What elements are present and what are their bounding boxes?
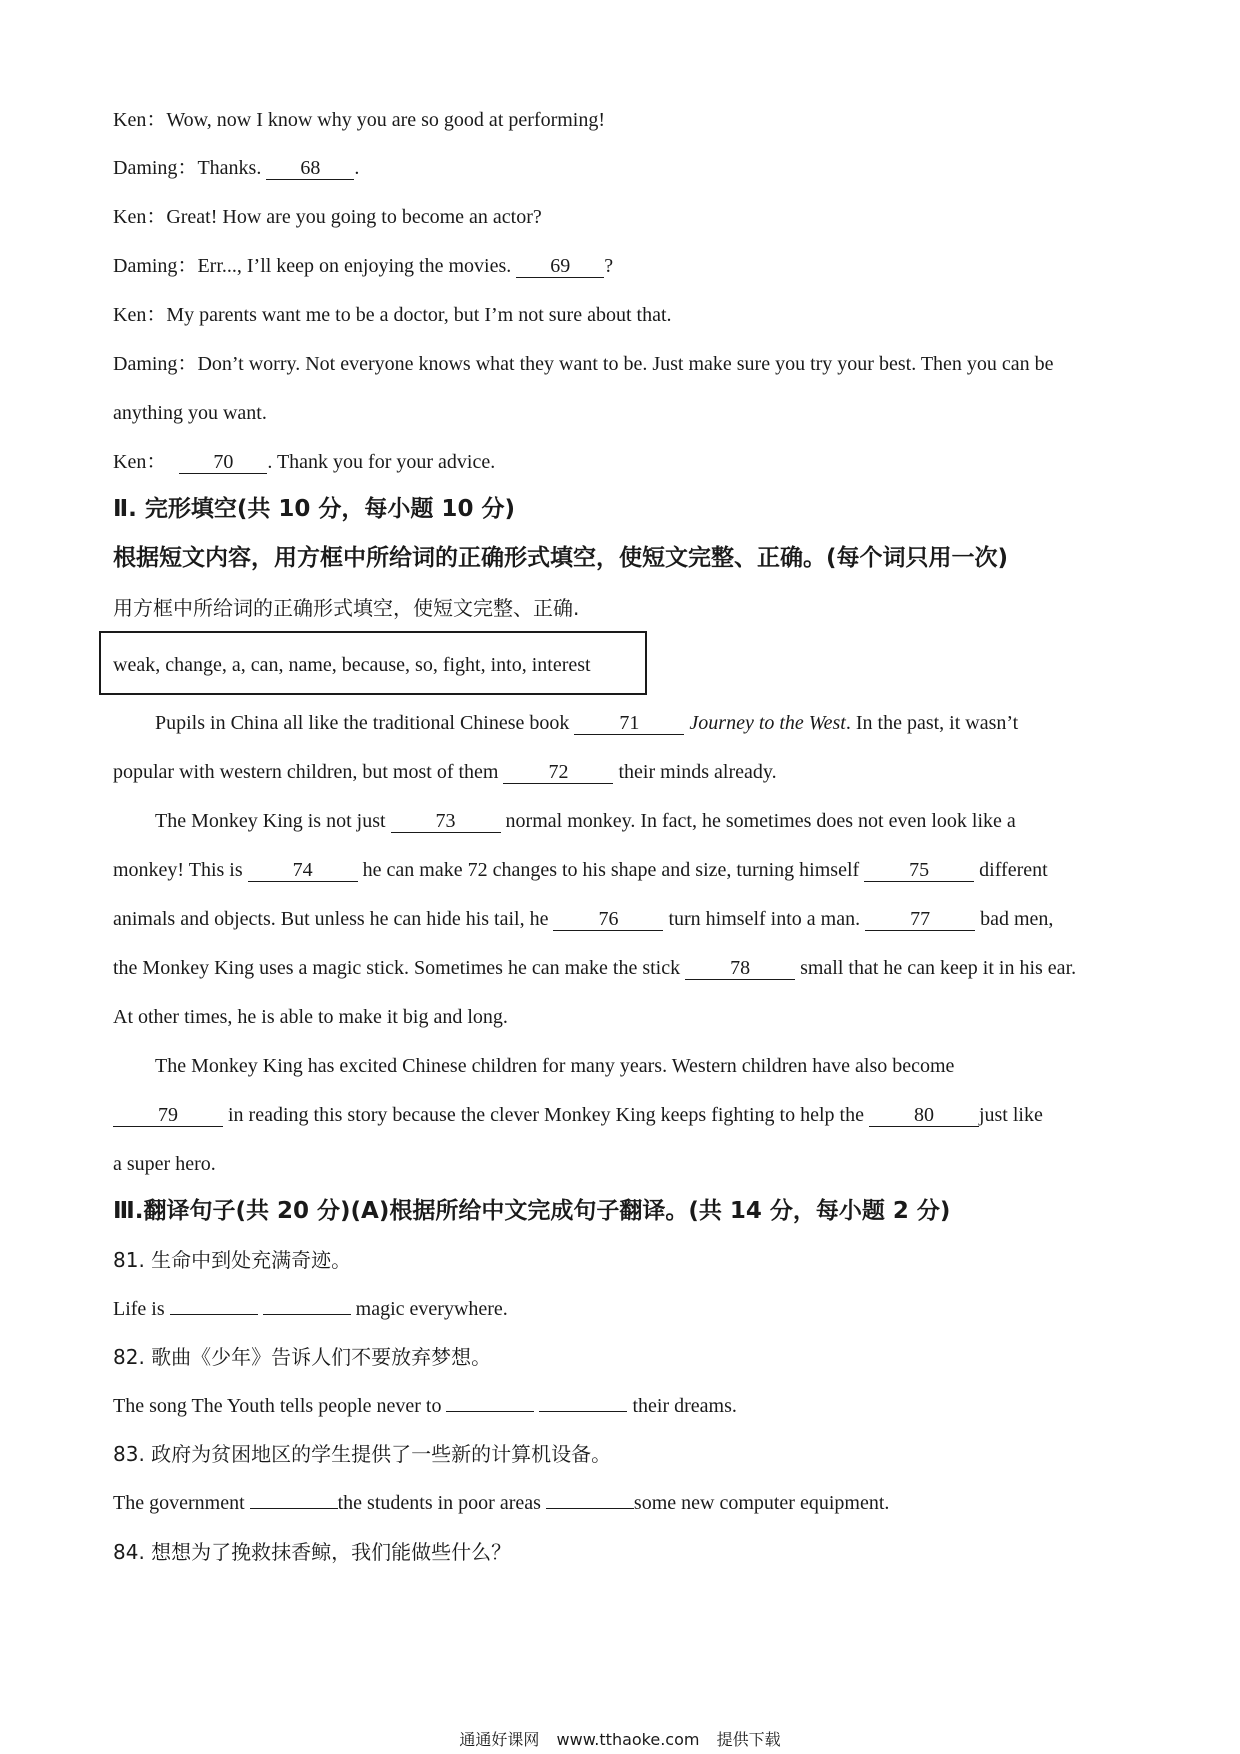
blank-68[interactable]: 68 (266, 157, 354, 180)
dialogue-line-5 (113, 302, 672, 328)
footer-site-name: 通通好课网 (459, 1730, 540, 1749)
speaker: Daming： (113, 353, 198, 375)
passage-line: The Monkey King is not just 73 normal monkey. In fact, he sometimes does not even look like a (155, 810, 1016, 832)
speaker: Ken： (113, 109, 167, 131)
blank-82b[interactable] (539, 1411, 627, 1412)
blank-71[interactable]: 71 (574, 712, 684, 735)
blank-70[interactable]: 70 (179, 451, 267, 474)
passage-line: 79 in reading this story because the clever Monkey King keeps fighting to help the 80 just like (113, 1102, 1043, 1128)
section-2-title: Ⅱ. 完形填空(共 10 分，每小题 10 分) (113, 496, 515, 522)
dialogue-line-1 (113, 107, 605, 133)
question-82-english: The song The Youth tells people never to their dreams. (113, 1395, 737, 1417)
speaker: Daming： (113, 157, 198, 179)
passage-line: At other times, he is able to make it big and long. (113, 1006, 508, 1028)
line-text: Wow, now I know why you are so good at performing! (166, 109, 605, 131)
question-83-english: The government the students in poor areas some new computer equipment. (113, 1492, 890, 1514)
question-82-chinese: 82. 歌曲《少年》告诉人们不要放弃梦想。 (113, 1345, 492, 1369)
blank-73[interactable]: 73 (391, 810, 501, 833)
blank-82a[interactable] (446, 1411, 534, 1412)
book-title: Journey to the West (689, 712, 846, 734)
page-footer (0, 1727, 1240, 1750)
dialogue-line-7: Ken： 70 . Thank you for your advice. (113, 451, 496, 473)
blank-79[interactable]: 79 (113, 1104, 223, 1127)
line-text: My parents want me to be a doctor, but I’m not sure about that. (166, 304, 672, 326)
blank-83b[interactable] (546, 1508, 634, 1509)
passage-line: animals and objects. But unless he can hide his tail, he 76 turn himself into a man. 77 bad men, (113, 908, 1054, 930)
blank-74[interactable]: 74 (248, 859, 358, 882)
line-text: Great! How are you going to become an actor? (166, 206, 542, 228)
line-text: Don’t worry. Not everyone knows what they want to be. Just make sure you try your best. Then you can be (197, 353, 1054, 375)
question-81-english: Life is magic everywhere. (113, 1298, 508, 1320)
blank-81b[interactable] (263, 1314, 351, 1315)
speaker: Daming： (113, 255, 198, 277)
section-2-instruction: 用方框中所给词的正确形式填空，使短文完整、正确. (113, 596, 580, 620)
blank-76[interactable]: 76 (553, 908, 663, 931)
blank-77[interactable]: 77 (865, 908, 975, 931)
question-83-chinese: 83. 政府为贫困地区的学生提供了一些新的计算机设备。 (113, 1442, 612, 1466)
section-2-instruction-bold: 根据短文内容，用方框中所给词的正确形式填空，使短文完整、正确。(每个词只用一次) (113, 545, 1009, 571)
line-text: Thanks. (197, 157, 262, 179)
blank-81a[interactable] (170, 1314, 258, 1315)
passage-line: a super hero. (113, 1153, 216, 1175)
blank-69[interactable]: 69 (516, 255, 604, 278)
blank-72[interactable]: 72 (503, 761, 613, 784)
line-text: Err..., I’ll keep on enjoying the movies. (197, 255, 512, 277)
blank-75[interactable]: 75 (864, 859, 974, 882)
dialogue-line-4: Daming：Err..., I’ll keep on enjoying the movies. 69 ? (113, 255, 614, 277)
speaker: Ken： (113, 451, 167, 473)
passage-line: the Monkey King uses a magic stick. Sometimes he can make the stick 78 small that he can keep it in his ear. (113, 957, 1077, 979)
word-box-text: weak, change, a, can, name, because, so, fight, into, interest (113, 654, 591, 676)
dialogue-line-3 (113, 204, 542, 230)
passage-line: monkey! This is 74 he can make 72 changes to his shape and size, turning himself 75 different (113, 859, 1048, 881)
speaker: Ken： (113, 206, 167, 228)
dialogue-line-6 (113, 351, 1054, 377)
passage-line: The Monkey King has excited Chinese children for many years. Western children have also become (155, 1055, 955, 1077)
blank-78[interactable]: 78 (685, 957, 795, 980)
blank-83a[interactable] (250, 1508, 338, 1509)
passage-line: popular with western children, but most of them 72 their minds already. (113, 761, 777, 783)
footer-url[interactable]: www.tthaoke.com (556, 1730, 700, 1749)
dialogue-line-2: Daming：Thanks. 68 . (113, 157, 360, 179)
passage-line: Pupils in China all like the traditional Chinese book 71 Journey to the West. In the past, it wasn’t (155, 712, 1019, 734)
section-3-title: Ⅲ.翻译句子(共 20 分)(A)根据所给中文完成句子翻译。(共 14 分，每小题 2 分) (113, 1198, 951, 1224)
dialogue-line-6-cont: anything you want. (113, 402, 267, 424)
question-81-chinese: 81. 生命中到处充满奇迹。 (113, 1248, 352, 1272)
blank-80[interactable]: 80 (869, 1104, 979, 1127)
footer-note: 提供下载 (716, 1730, 781, 1749)
speaker: Ken： (113, 304, 167, 326)
question-84-chinese: 84. 想想为了挽救抹香鲸，我们能做些什么？ (113, 1540, 512, 1564)
